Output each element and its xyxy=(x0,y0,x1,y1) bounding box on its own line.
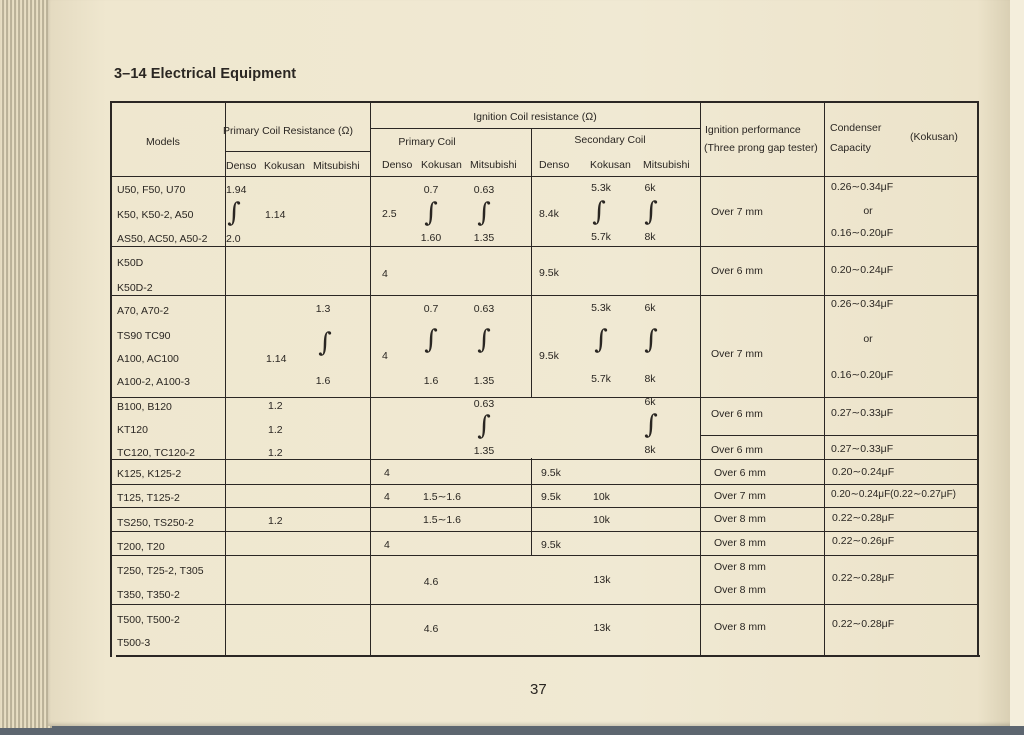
condenser: 0.27∼0.33μF xyxy=(831,407,894,419)
is-kokusan-max: 5.7k xyxy=(591,373,611,385)
range-brace-icon: ∫ xyxy=(644,197,658,227)
model-cell: T200, T20 xyxy=(117,541,165,553)
ip-value: 4.6 xyxy=(423,576,439,588)
model-cell: TS90 TC90 xyxy=(117,330,171,342)
header-models: Models xyxy=(146,136,180,148)
ip-mitsubishi-max: 1.35 xyxy=(473,232,495,244)
ip-mitsubishi-min: 0.63 xyxy=(473,398,495,410)
model-cell: A100, AC100 xyxy=(117,353,179,365)
performance: Over 6 mm xyxy=(711,265,763,277)
row-rule xyxy=(700,435,978,436)
condenser: 0.22∼0.28μF xyxy=(832,512,895,524)
is-kokusan: 10k xyxy=(593,491,610,503)
performance: Over 6 mm xyxy=(714,467,766,479)
col-divider xyxy=(700,102,701,656)
row-rule xyxy=(110,555,978,556)
range-brace-icon: ∫ xyxy=(227,198,241,228)
header-primary-coil: Primary Coil xyxy=(398,136,456,148)
pc-mitsubishi-min: 1.3 xyxy=(315,303,331,315)
ip-kokusan-min: 0.7 xyxy=(423,184,439,196)
section-title: 3–14 Electrical Equipment xyxy=(114,66,297,82)
ip-mitsubishi-max: 1.35 xyxy=(473,445,495,457)
is-denso: 9.5k xyxy=(539,350,559,362)
is-mitsubishi-max: 8k xyxy=(644,231,656,243)
condenser: 0.16∼0.20μF xyxy=(831,369,894,381)
header-rule xyxy=(225,151,370,152)
range-brace-icon: ∫ xyxy=(318,328,332,358)
model-cell: A100-2, A100-3 xyxy=(117,376,190,388)
condenser: 0.26∼0.34μF xyxy=(831,181,894,193)
condenser: 0.16∼0.20μF xyxy=(831,227,894,239)
header-rule xyxy=(370,128,700,129)
header-pc-mitsubishi: Mitsubishi xyxy=(313,160,360,172)
pc-kokusan: 1.2 xyxy=(268,400,283,412)
page-number: 37 xyxy=(530,681,547,698)
ip-mitsubishi-max: 1.35 xyxy=(473,375,495,387)
is-denso: 9.5k xyxy=(541,491,561,503)
is-kokusan-min: 5.3k xyxy=(591,182,611,194)
condenser-or: or xyxy=(863,333,873,345)
range-brace-icon: ∫ xyxy=(477,411,491,441)
header-ignition-coil-resistance: Ignition Coil resistance (Ω) xyxy=(473,111,597,123)
condenser-or: or xyxy=(863,205,873,217)
is-kokusan-min: 5.3k xyxy=(591,302,611,314)
performance: Over 8 mm xyxy=(714,513,766,525)
row-rule xyxy=(110,507,978,508)
model-cell: K125, K125-2 xyxy=(117,468,182,480)
ip-kokusan: 1.5∼1.6 xyxy=(423,491,461,503)
is-denso: 8.4k xyxy=(539,208,559,220)
performance: Over 6 mm xyxy=(711,408,763,420)
model-cell: K50D-2 xyxy=(117,282,153,294)
row-rule xyxy=(110,484,978,485)
header-pc-kokusan: Kokusan xyxy=(264,160,305,172)
condenser: 0.20∼0.24μF xyxy=(831,264,894,276)
header-ignition-performance: Ignition performance xyxy=(705,124,801,136)
range-brace-icon: ∫ xyxy=(424,198,438,228)
is-denso: 9.5k xyxy=(541,539,561,551)
header-secondary-coil: Secondary Coil xyxy=(574,134,646,146)
is-mitsubishi-min: 6k xyxy=(644,396,656,408)
model-cell: B100, B120 xyxy=(117,401,172,413)
pc-kokusan: 1.2 xyxy=(268,447,283,459)
header-rule xyxy=(110,176,978,177)
model-cell: TC120, TC120-2 xyxy=(117,447,196,459)
model-cell: T500, T500-2 xyxy=(117,614,180,626)
ip-mitsubishi-min: 0.63 xyxy=(473,303,495,315)
model-cell: T250, T25-2, T305 xyxy=(117,565,204,577)
ip-kokusan: 1.5∼1.6 xyxy=(423,514,461,526)
header-is-denso: Denso xyxy=(539,159,570,171)
condenser: 0.26∼0.34μF xyxy=(831,298,894,310)
header-ip-kokusan: Kokusan xyxy=(421,159,462,171)
model-cell: K50D xyxy=(117,257,144,269)
range-brace-icon: ∫ xyxy=(477,325,491,355)
performance: Over 8 mm xyxy=(714,584,766,596)
model-cell: T350, T350-2 xyxy=(117,589,180,601)
model-cell: KT120 xyxy=(117,424,148,436)
ip-denso: 4 xyxy=(384,539,390,551)
col-divider xyxy=(370,102,371,656)
range-brace-icon: ∫ xyxy=(424,325,438,355)
header-primary-coil-resistance: Primary Coil Resistance (Ω) xyxy=(223,125,354,137)
performance: Over 7 mm xyxy=(711,348,763,360)
ip-kokusan-max: 1.6 xyxy=(423,375,439,387)
is-mitsubishi-min: 6k xyxy=(644,302,656,314)
header-is-kokusan: Kokusan xyxy=(590,159,631,171)
performance: Over 8 mm xyxy=(714,621,766,633)
is-mitsubishi-max: 8k xyxy=(644,373,656,385)
is-denso: 9.5k xyxy=(539,267,559,279)
facing-page-edge xyxy=(1010,0,1024,726)
model-cell: T125, T125-2 xyxy=(117,492,180,504)
header-is-mitsubishi: Mitsubishi xyxy=(643,159,690,171)
row-rule xyxy=(110,604,978,605)
range-brace-icon: ∫ xyxy=(594,325,608,355)
condenser: 0.22∼0.28μF xyxy=(832,618,895,630)
condenser: 0.22∼0.26μF xyxy=(832,535,895,547)
condenser: 0.27∼0.33μF xyxy=(831,443,894,455)
is-value: 13k xyxy=(593,622,611,634)
range-brace-icon: ∫ xyxy=(477,198,491,228)
condenser: 0.22∼0.28μF xyxy=(832,572,895,584)
performance: Over 7 mm xyxy=(714,490,766,502)
header-capacity: Capacity xyxy=(830,142,871,154)
is-kokusan: 10k xyxy=(593,514,610,526)
performance: Over 7 mm xyxy=(711,206,763,218)
ip-mitsubishi-min: 0.63 xyxy=(473,184,495,196)
condenser: 0.20∼0.24μF xyxy=(832,466,895,478)
table-border-left xyxy=(110,101,112,657)
row-rule xyxy=(110,459,978,460)
row-rule xyxy=(110,295,978,296)
ip-kokusan-min: 0.7 xyxy=(423,303,439,315)
pc-mitsubishi-max: 1.6 xyxy=(315,375,331,387)
pc-denso-max: 2.0 xyxy=(226,233,241,245)
pc-kokusan: 1.2 xyxy=(268,515,283,527)
pc-kokusan: 1.14 xyxy=(266,353,287,365)
header-condenser: Condenser xyxy=(830,122,882,134)
range-brace-icon: ∫ xyxy=(592,197,606,227)
performance: Over 8 mm xyxy=(714,561,766,573)
pc-kokusan: 1.14 xyxy=(265,209,286,221)
model-cell: A70, A70-2 xyxy=(117,305,169,317)
performance: Over 6 mm xyxy=(711,444,763,456)
ip-denso: 4 xyxy=(384,467,390,479)
header-kokusan-note: (Kokusan) xyxy=(910,131,958,143)
pc-kokusan: 1.2 xyxy=(268,424,283,436)
row-rule xyxy=(110,531,978,532)
model-cell: U50, F50, U70 xyxy=(117,184,186,196)
row-rule xyxy=(110,397,978,398)
col-divider xyxy=(531,128,532,398)
is-value: 13k xyxy=(593,574,611,586)
range-brace-icon: ∫ xyxy=(644,410,658,440)
range-brace-icon: ∫ xyxy=(644,325,658,355)
header-pc-denso: Denso xyxy=(226,160,257,172)
col-divider xyxy=(824,102,825,656)
table-border-bottom xyxy=(116,655,980,657)
header-ip-denso: Denso xyxy=(382,159,413,171)
model-cell: AS50, AC50, A50-2 xyxy=(117,233,208,245)
ip-denso: 4 xyxy=(382,268,388,280)
is-denso: 9.5k xyxy=(541,467,561,479)
is-kokusan-max: 5.7k xyxy=(591,231,611,243)
condenser: 0.20∼0.24μF(0.22∼0.27μF) xyxy=(831,489,957,500)
model-cell: T500-3 xyxy=(117,637,151,649)
is-mitsubishi-max: 8k xyxy=(644,444,656,456)
table-border-right xyxy=(977,101,979,657)
header-three-prong: (Three prong gap tester) xyxy=(704,142,818,154)
ip-denso: 2.5 xyxy=(382,208,397,220)
header-ip-mitsubishi: Mitsubishi xyxy=(470,159,517,171)
pc-denso-min: 1.94 xyxy=(226,184,247,196)
ip-denso: 4 xyxy=(382,350,388,362)
table-border-top xyxy=(110,101,978,103)
ip-denso: 4 xyxy=(384,491,390,503)
model-cell: K50, K50-2, A50 xyxy=(117,209,194,221)
performance: Over 8 mm xyxy=(714,537,766,549)
ip-value: 4.6 xyxy=(423,623,439,635)
row-rule xyxy=(110,246,978,247)
model-cell: TS250, TS250-2 xyxy=(117,517,194,529)
book-page-edges xyxy=(0,0,52,728)
ip-kokusan-max: 1.60 xyxy=(420,232,442,244)
is-mitsubishi-min: 6k xyxy=(644,182,656,194)
